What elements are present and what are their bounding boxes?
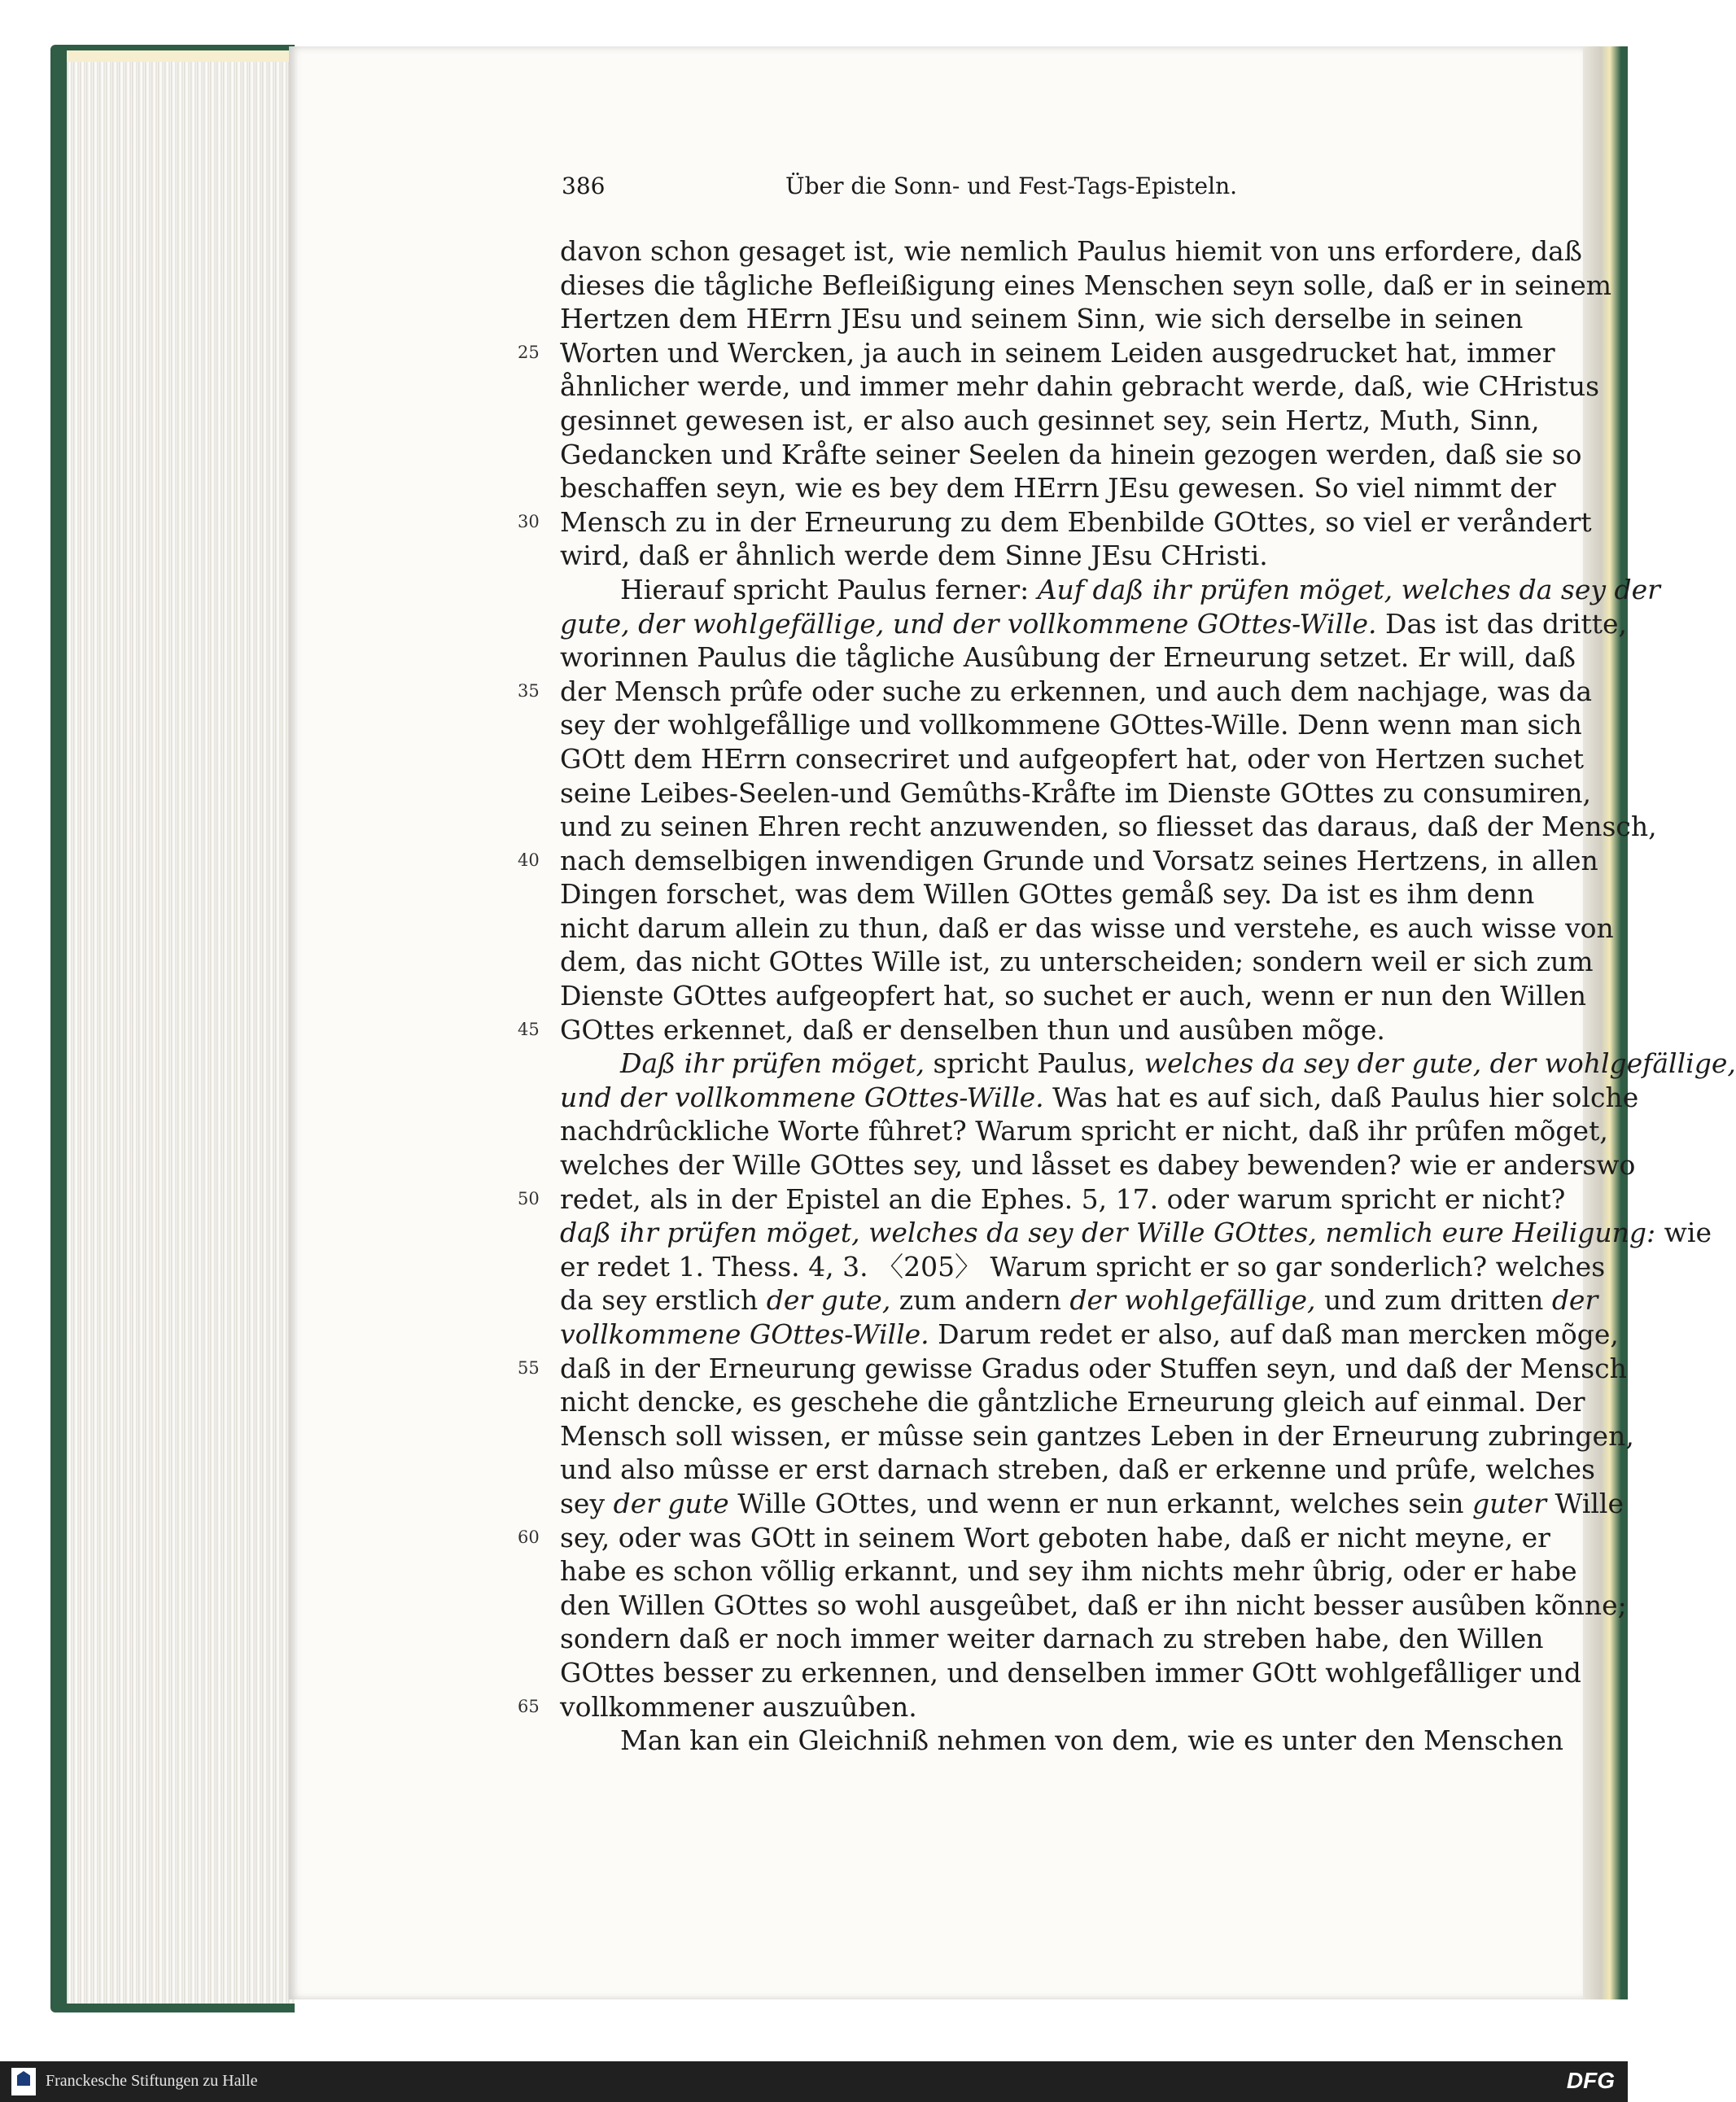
text-line xyxy=(560,1318,1619,1352)
italic-text: und der vollkommene GOttes-Wille. xyxy=(560,1081,1044,1113)
text-segment: nicht dencke, es geschehe die gåntzliche Erneurung gleich auf einmal. Der xyxy=(560,1386,1585,1418)
text-line xyxy=(560,573,1660,607)
text-line xyxy=(560,1554,1577,1589)
text-line xyxy=(560,911,1614,946)
text-line xyxy=(560,1250,1606,1284)
text-segment: åhnlicher werde, und immer mehr dahin gebracht werde, daß, wie CHristus xyxy=(560,370,1600,403)
line-number: 65 xyxy=(518,1696,540,1716)
text-line xyxy=(560,945,1594,979)
text-segment: wie xyxy=(1655,1217,1712,1249)
text-segment: Mensch soll wissen, er mûsse sein gantzes Leben in der Erneurung zubringen, xyxy=(560,1419,1634,1452)
text-line xyxy=(518,1013,1514,1047)
text-line xyxy=(560,1047,1736,1081)
text-line xyxy=(560,1148,1636,1182)
text-line xyxy=(518,505,1592,540)
italic-text: Auf daß ihr prüfen möget, welches da sey der xyxy=(1037,573,1660,605)
text-segment: davon schon gesaget ist, wie nemlich Paulus hiemit von uns erfordere, daß xyxy=(560,235,1582,267)
page-edges-gilt xyxy=(67,50,295,62)
text-segment: Was hat es auf sich, daß Paulus hier solche xyxy=(1043,1081,1639,1113)
text-line xyxy=(560,471,1556,505)
text-segment: welches der Wille GOttes sey, und låsset es dabey bewenden? wie er anderswo xyxy=(560,1149,1636,1182)
text-segment: sey, oder was GOtt in seinem Wort geboten habe, daß er nicht meyne, er xyxy=(560,1521,1550,1554)
footer-bar xyxy=(0,2061,1628,2102)
text-segment: Dienste GOttes aufgeopfert hat, so suchet er auch, wenn er nun den Willen xyxy=(560,980,1587,1012)
text-segment: worinnen Paulus die tågliche Ausûbung der Erneurung setzet. Er will, daß xyxy=(560,641,1576,674)
text-segment: gesinnet gewesen ist, er also auch gesinnet sey, sein Hertz, Muth, Sinn, xyxy=(560,404,1540,436)
text-line xyxy=(518,336,1555,370)
page-number: 386 xyxy=(562,173,606,199)
text-segment: GOttes erkennet, daß er denselben thun und ausûben mõge. xyxy=(560,1013,1385,1046)
text-segment: Mensch zu in der Erneurung zu dem Ebenbilde GOttes, so viel er veråndert xyxy=(560,505,1592,538)
text-line xyxy=(518,1521,1550,1555)
text-segment: sey xyxy=(560,1487,614,1519)
text-segment: Das ist das dritte, xyxy=(1376,607,1628,640)
text-line xyxy=(560,1724,1564,1758)
main-text xyxy=(518,234,1736,1758)
line-number: 30 xyxy=(518,511,540,531)
italic-text: guter xyxy=(1472,1487,1546,1519)
text-line xyxy=(560,539,1514,573)
text-line xyxy=(518,844,1598,878)
text-line xyxy=(560,1622,1544,1656)
italic-text: der wohlgefällige, xyxy=(1069,1284,1316,1317)
text-segment: spricht Paulus, xyxy=(924,1047,1144,1080)
text-segment: der Mensch prûfe oder suche zu erkennen, und auch dem nachjage, was da xyxy=(560,675,1593,707)
italic-text: welches da sey der gute, der wohlgefällige, xyxy=(1143,1047,1736,1080)
text-segment: Darum redet er also, auf daß man mercken mõge, xyxy=(929,1318,1619,1350)
text-line xyxy=(560,1081,1639,1115)
line-number: 55 xyxy=(518,1357,540,1378)
line-number: 40 xyxy=(518,850,540,870)
text-line xyxy=(560,1453,1595,1487)
text-segment: und zum dritten xyxy=(1315,1284,1552,1317)
text-segment: Wille GOttes, und wenn er nun erkannt, welches sein xyxy=(728,1487,1473,1519)
text-segment: Hertzen dem HErrn JEsu und seinem Sinn, wie sich derselbe in seinen xyxy=(560,303,1524,335)
text-line xyxy=(560,1419,1634,1453)
text-line xyxy=(518,1182,1566,1217)
institution-logo-icon xyxy=(11,2068,36,2095)
text-segment: habe es schon võllig erkannt, und sey ihm nichts mehr ûbrig, oder er habe xyxy=(560,1555,1577,1588)
text-segment: sondern daß er noch immer weiter darnach zu streben habe, den Willen xyxy=(560,1623,1544,1655)
text-line xyxy=(560,1487,1624,1521)
text-segment: und also mûsse er erst darnach streben, daß er erkenne und prûfe, welches xyxy=(560,1453,1595,1486)
text-line xyxy=(560,607,1628,641)
italic-text: vollkommene GOttes-Wille. xyxy=(560,1318,929,1350)
italic-text: daß ihr prüfen möget, welches da sey der Wille GOttes, nemlich eure Heiligung: xyxy=(560,1217,1656,1249)
running-title: Über die Sonn- und Fest-Tags-Episteln. xyxy=(785,173,1237,199)
text-line xyxy=(560,1589,1627,1623)
italic-text: gute, der wohlgefällige, und der vollkommene GOttes-Wille. xyxy=(560,607,1377,640)
text-segment: vollkommener auszuûben. xyxy=(560,1690,917,1723)
text-line xyxy=(518,1690,1514,1724)
text-segment: dieses die tågliche Befleißigung eines Menschen seyn solle, daß er in seinem xyxy=(560,269,1612,301)
text-segment: Dingen forschet, was dem Willen GOttes gemåß sey. Da ist es ihm denn xyxy=(560,878,1535,911)
text-segment: Gedancken und Kråfte seiner Seelen da hinein gezogen werden, daß sie so xyxy=(560,438,1582,470)
text-line xyxy=(560,302,1524,336)
text-line xyxy=(560,438,1582,472)
text-line xyxy=(560,1656,1581,1690)
line-number: 35 xyxy=(518,680,540,701)
text-segment: beschaffen seyn, wie es bey dem HErrn JEsu gewesen. So viel nimmt der xyxy=(560,472,1556,505)
text-segment: er redet 1. Thess. 4, 3. 〈205〉 Warum spricht er so gar sonderlich? welches xyxy=(560,1250,1606,1283)
page-edges xyxy=(67,50,295,2004)
text-segment: Man kan ein Gleichniß nehmen von dem, wie es unter den Menschen xyxy=(620,1724,1564,1757)
text-segment: wird, daß er åhnlich werde dem Sinne JEsu CHristi. xyxy=(560,540,1268,572)
text-segment: nachdrûckliche Worte fûhret? Warum spricht er nicht, daß ihr prûfen mõget, xyxy=(560,1115,1608,1147)
text-segment: Hierauf spricht Paulus ferner: xyxy=(620,573,1038,605)
italic-text: der xyxy=(1551,1284,1598,1317)
text-line xyxy=(560,369,1600,404)
text-line xyxy=(560,234,1582,269)
text-segment: zum andern xyxy=(890,1284,1070,1317)
text-line xyxy=(560,979,1587,1013)
text-segment: und zu seinen Ehren recht anzuwenden, so fliesset das daraus, daß der Mensch, xyxy=(560,811,1657,843)
text-line xyxy=(518,1352,1627,1386)
italic-text: der gute xyxy=(613,1487,729,1519)
text-segment: seine Leibes-Seelen-und Gemûths-Kråfte im Dienste GOttes zu consumiren, xyxy=(560,776,1591,809)
text-segment: nach demselbigen inwendigen Grunde und Vorsatz seines Hertzens, in allen xyxy=(560,844,1598,876)
text-segment: redet, als in der Epistel an die Ephes. 5, 17. oder warum spricht er nicht? xyxy=(560,1182,1566,1215)
text-line xyxy=(560,877,1535,911)
text-segment: GOtt dem HErrn consecriret und aufgeopfert hat, oder von Hertzen suchet xyxy=(560,742,1585,775)
text-segment: GOttes besser zu erkennen, und denselben immer GOtt wohlgefålliger und xyxy=(560,1656,1581,1689)
text-line xyxy=(560,1114,1608,1148)
text-segment: daß in der Erneurung gewisse Gradus oder Stuffen seyn, und daß der Mensch xyxy=(560,1352,1627,1384)
line-number: 50 xyxy=(518,1188,540,1208)
running-head xyxy=(562,173,1237,205)
italic-text: der gute, xyxy=(766,1284,891,1317)
text-segment: Wille xyxy=(1546,1487,1624,1519)
text-line xyxy=(560,810,1657,844)
dfg-logo: DFG xyxy=(1566,2068,1615,2093)
next-page-edge xyxy=(1583,46,1628,1999)
line-number: 25 xyxy=(518,342,540,362)
text-line xyxy=(560,742,1585,776)
text-line xyxy=(560,640,1576,675)
text-segment: nicht darum allein zu thun, daß er das wisse und verstehe, es auch wisse von xyxy=(560,911,1614,944)
text-segment: sey der wohlgefållige und vollkommene GOttes-Wille. Denn wenn man sich xyxy=(560,709,1582,741)
footer-institution: Franckesche Stiftungen zu Halle xyxy=(46,2072,258,2090)
text-line xyxy=(560,708,1582,742)
text-line xyxy=(560,404,1540,438)
text-segment: den Willen GOttes so wohl ausgeûbet, daß er ihn nicht besser ausûben kõnne; xyxy=(560,1589,1627,1621)
text-segment: da sey erstlich xyxy=(560,1284,767,1317)
text-line xyxy=(518,675,1593,709)
text-line xyxy=(560,1216,1712,1250)
text-line xyxy=(560,776,1591,811)
text-line xyxy=(560,269,1612,303)
text-line xyxy=(560,1385,1585,1419)
italic-text: Daß ihr prüfen möget, xyxy=(620,1047,925,1080)
text-line xyxy=(560,1283,1598,1318)
line-number: 45 xyxy=(518,1019,540,1039)
text-segment: dem, das nicht GOttes Wille ist, zu unterscheiden; sondern weil er sich zum xyxy=(560,946,1594,978)
line-number: 60 xyxy=(518,1527,540,1547)
text-segment: Worten und Wercken, ja auch in seinem Leiden ausgedrucket hat, immer xyxy=(560,336,1555,369)
